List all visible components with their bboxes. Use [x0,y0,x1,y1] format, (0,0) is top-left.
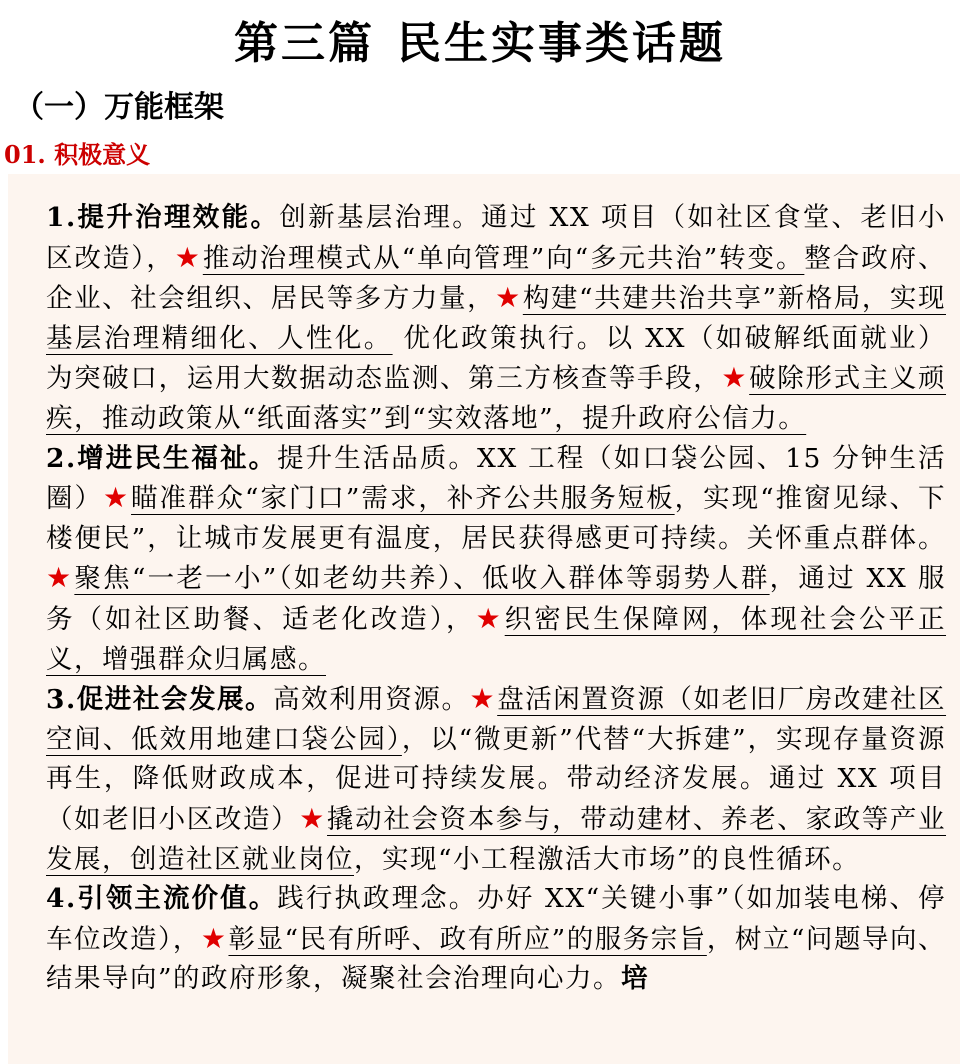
body-text [46,198,946,999]
body-segment: 创新基层治理。通过 XX 项目（如社区食堂、老旧小区改造）， [46,202,946,274]
body-segment: 培 [621,963,650,995]
star-icon: ★ [46,561,74,595]
star-icon: ★ [495,281,522,315]
body-segment: ，通过 XX 服务（如社区助餐、适老化改造）， [46,563,946,635]
paragraph-heading: 促进社会发展。 [76,684,274,716]
page-title [0,14,960,74]
key-point-text: 破除形式主义顽疾，推动政策从“纸面落实”到“实效落地”，提升政府公信力。 [46,363,947,434]
star-icon: ★ [102,481,131,515]
paragraph-2 [46,439,946,680]
body-segment: 优化政策执行。以 XX（如破解纸面就业）为突破口，运用大数据动态监测、第三方核查等手段， [46,322,946,395]
key-point-text: 撬动社会资本参与，带动建材、养老、家政等产业发展，创造社区就业岗位 [46,803,947,875]
body-segment: 整合政府、企业、社会组织、居民等多方力量， [46,242,947,315]
body-segment: ，实现“推窗见绿、下楼便民”，让城市发展更有温度，居民获得感更可持续。关怀重点群体。 [46,483,946,554]
body-segment: ，以“微更新”代替“大拆建”，实现存量资源再生，降低财政成本，促进可持续发展。带动经济发展。通过 XX 项目（如老旧小区改造） [46,723,946,835]
body-segment: 践行执政理念。办好 XX“关键小事”（如加装电梯、停车位改造）， [46,883,947,955]
key-point-text: 聚焦“一老一小”（如老幼共养）、低收入群体等弱势人群 [74,563,770,595]
star-icon: ★ [469,682,497,716]
paragraph-number: 3. [46,684,77,716]
body-segment: 高效利用资源。 [273,684,470,716]
paragraph-3 [46,679,946,879]
paragraph-number: 4. [46,883,77,915]
body-segment: ，树立“问题导向、结果导向”的政府形象，凝聚社会治理向心力。 [46,923,946,995]
paragraph-heading: 引领主流价值。 [76,883,278,915]
star-icon: ★ [721,361,749,395]
section-label: 01. 积极意义 [4,140,151,169]
key-point-text: 织密民生保障网，体现社会公平正义，增强群众归属感。 [46,603,947,675]
subtitle-heading: （一）万能框架 [14,90,224,125]
paragraph-heading: 增进民生福祉。 [76,442,278,474]
title-part-2: 民生实事类话题 [397,18,726,69]
paragraph-1 [46,198,946,439]
paragraph-heading: 提升治理效能。 [76,202,280,233]
key-point-text: 推动治理模式从“单向管理”向“多元共治”转变。 [202,242,805,274]
star-icon: ★ [200,921,228,955]
paragraph-4 [46,879,946,999]
body-segment: 提升生活品质。XX 工程（如口袋公园、15 分钟生活圈） [46,442,946,515]
key-point-text: 彰显“民有所呼、政有所应”的服务宗旨 [228,923,707,955]
star-icon: ★ [299,801,327,835]
key-point-text: 构建“共建共治共享”新格局，实现基层治理精细化、人性化。 [46,283,946,354]
paragraph-number: 1. [46,202,77,233]
key-point-text: 盘活闲置资源（如老旧厂房改建社区空间、低效用地建口袋公园） [46,684,947,755]
paragraph-number: 2. [46,442,77,474]
key-point-text: 瞄准群众“家门口”需求，补齐公共服务短板 [131,483,675,515]
body-segment: ，实现“小工程激活大市场”的良性循环。 [354,843,861,875]
content-panel [8,174,960,1064]
title-part-1: 第三篇 [234,18,375,69]
star-icon: ★ [174,240,202,274]
star-icon: ★ [475,601,504,635]
